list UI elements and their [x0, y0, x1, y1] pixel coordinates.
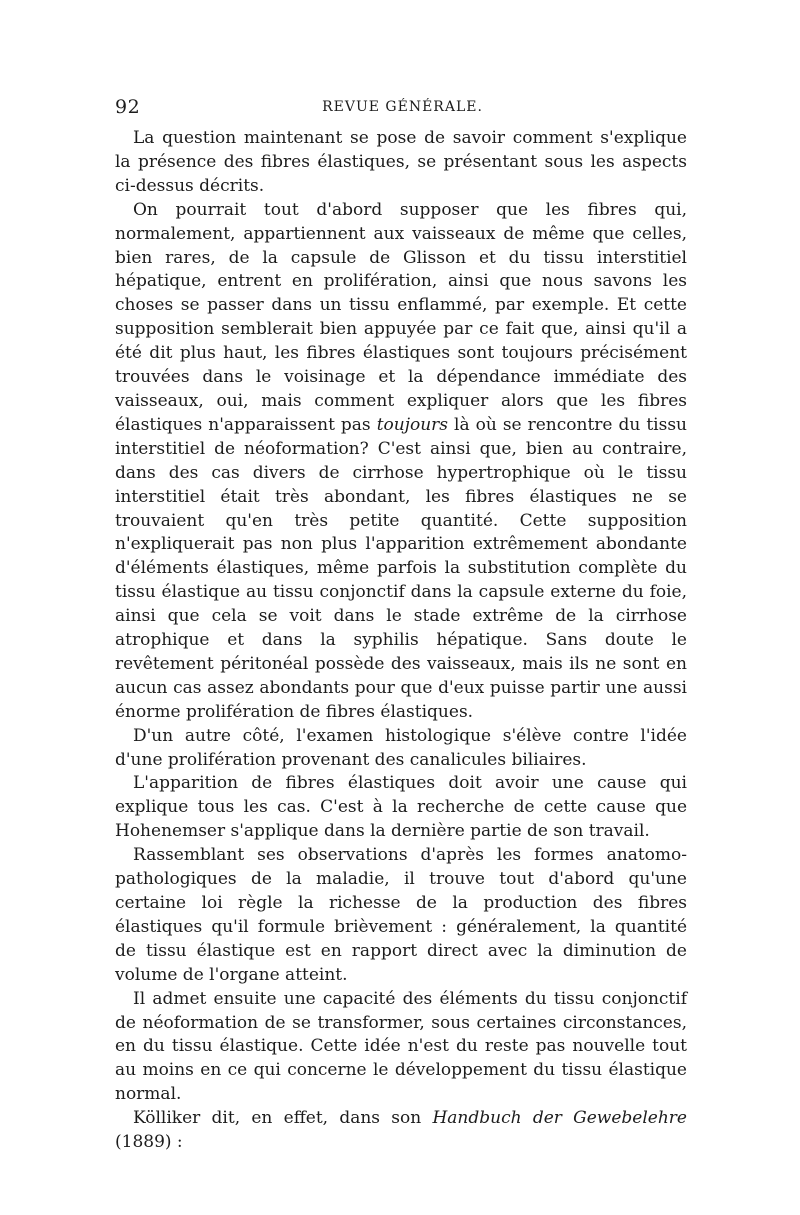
paragraph-text: Rassemblant ses observations d'après les formes anatomo-pathologiques de la maladie, il trouve tout d'abord qu'une certaine loi règle la richesse de la production des fibres élastiques qu'il formule brièvement : généralement, la quantité de tissu élastique est en rapport direct avec la diminution de volume de l'organe atteint. [115, 845, 687, 985]
paragraph [115, 988, 687, 1108]
paragraph-text: D'un autre côté, l'examen histologique s'élève contre l'idée d'une prolifération provenant des canalicules biliaires. [115, 725, 687, 770]
body-text [115, 127, 687, 1155]
paragraph [115, 199, 687, 725]
paragraph-text-continued: là où se rencontre du tissu interstitiel de néoformation? C'est ainsi que, bien au contraire, dans des cas divers de cirrhose hypertrophique où le tissu interstitiel était très abondant, les fibres élastiques ne se trouvaient qu'en très petite quantité. Cette supposition n'expliquerait pas non plus l'apparition extrêmement abondante d'éléments élastiques, même parfois la substitution complète du tissu élastique au tissu conjonctif dans la capsule externe du foie, ainsi que cela se voit dans le stade extrême de la cirrhose atrophique et dans la syphilis hépatique. Sans doute le revêtement péritonéal possède des vaisseaux, mais ils ne sont en aucun cas assez abondants pour que d'eux puisse partir une aussi énorme prolifération de fibres élastiques. [115, 414, 688, 722]
book-title: Handbuch der Gewebelehre [432, 1108, 687, 1129]
paragraph [115, 725, 687, 773]
paragraph [115, 127, 687, 199]
paragraph [115, 772, 687, 844]
paragraph-text: On pourrait tout d'abord supposer que les fibres qui, normalement, appartiennent aux vaisseaux de même que celles, bien rares, de la capsule de Glisson et du tissu interstitiel hépatique, entrent en prolifération, ainsi que nous savons les choses se passer dans un tissu enflammé, par exemple. Et cette supposition semblerait bien appuyée par ce fait que, ainsi qu'il a été dit plus haut, les fibres élastiques sont toujours précisément trouvées dans le voisinage et la dépendance immédiate des vaisseaux, oui, mais comment expliquer alors que les fibres élastiques n'apparaissent pas [115, 199, 687, 435]
page-number: 92 [115, 96, 141, 118]
paragraph-text: Kölliker dit, en effet, dans son [133, 1108, 433, 1129]
italic-emphasis: toujours [376, 414, 449, 435]
running-head: REVUE GÉNÉRALE. [322, 99, 483, 115]
paragraph [115, 1107, 687, 1155]
paragraph-text: Il admet ensuite une capacité des éléments du tissu conjonctif de néoformation de se transformer, sous certaines circonstances, en du tissu élastique. Cette idée n'est du reste pas nouvelle tout au moins en ce qui concerne le développement du tissu élastique normal. [115, 988, 687, 1105]
page-header [115, 96, 690, 122]
paragraph-text: La question maintenant se pose de savoir comment s'explique la présence des fibres élastiques, se présentant sous les aspects ci-dessus décrits. [115, 128, 687, 196]
paragraph-text: L'apparition de fibres élastiques doit avoir une cause qui explique tous les cas. C'est à la recherche de cette cause que Hohenemser s'applique dans la dernière partie de son travail. [115, 773, 687, 842]
paragraph-text-continued: (1889) : [115, 1132, 183, 1153]
paragraph [115, 844, 687, 987]
